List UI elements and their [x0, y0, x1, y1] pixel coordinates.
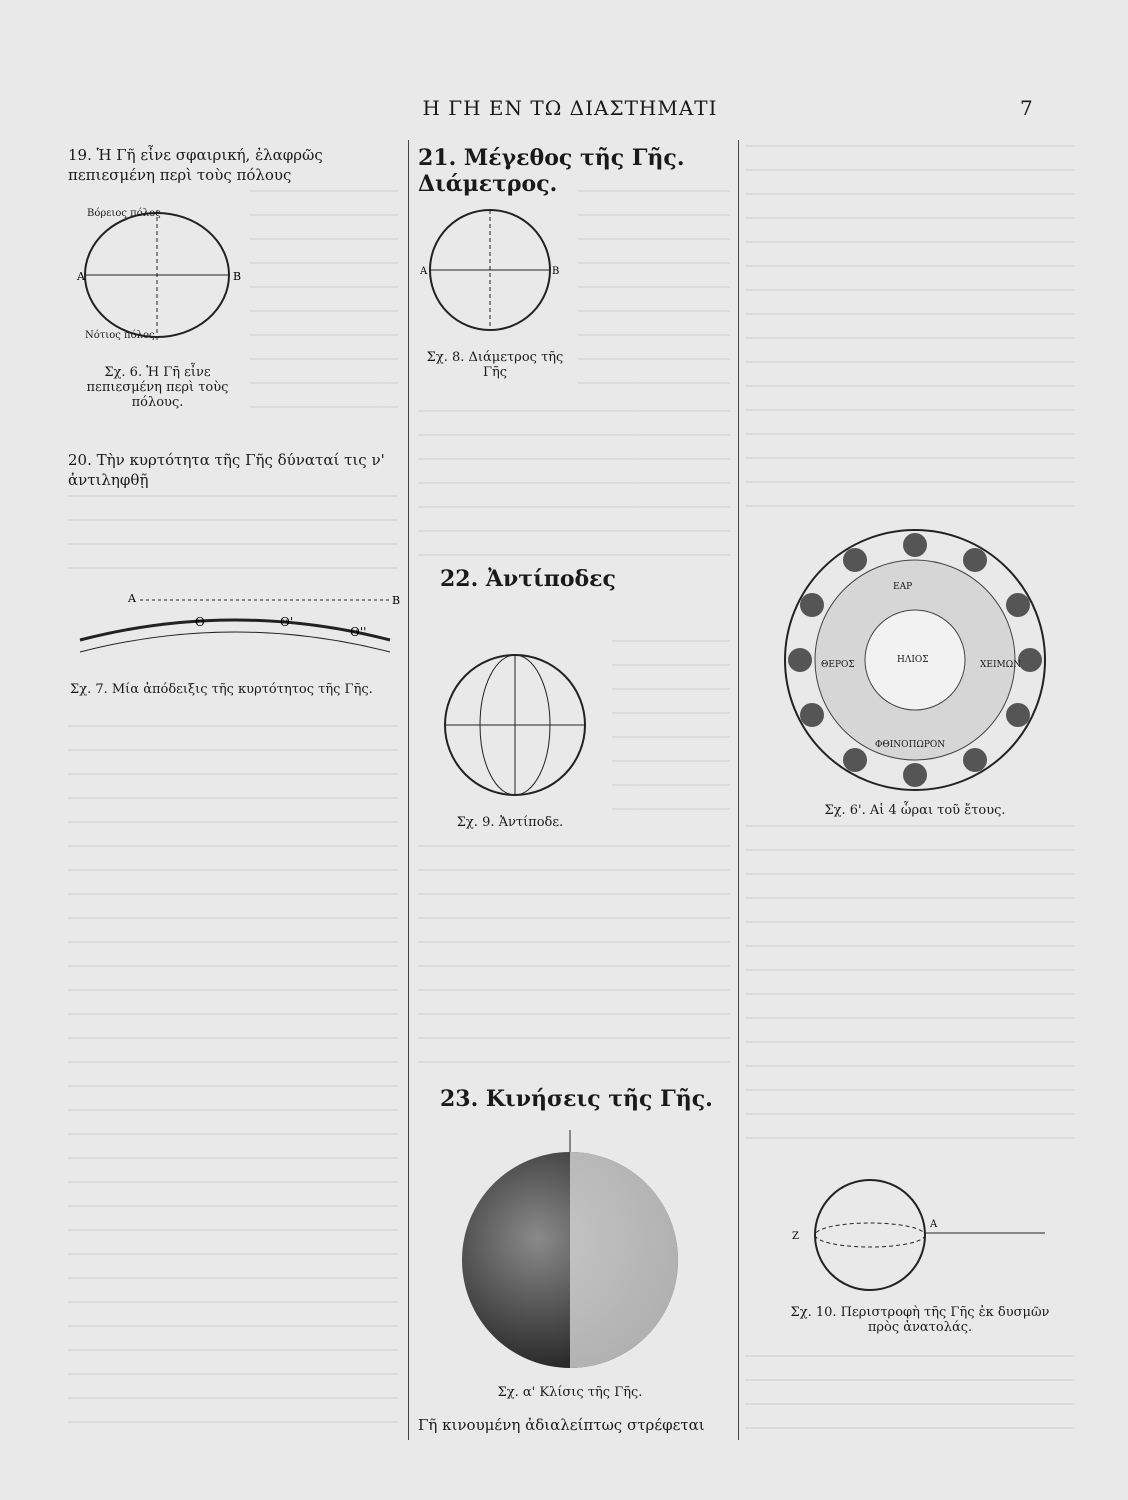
- page-title: Η ΓΗ ΕΝ ΤΩ ΔΙΑΣΤΗΜΑΤΙ: [422, 96, 718, 120]
- column-rule: [408, 140, 409, 1440]
- section-20-heading: 20. Τὴν κυρτότητα τῆς Γῆς δύναταί τις ν' ἀντιληφθῇ: [68, 451, 385, 489]
- svg-text:Α: Α: [930, 1219, 938, 1230]
- figure-a: [455, 1130, 705, 1410]
- text-block: [745, 145, 1075, 520]
- column-2-last-line: Γῆ κινουμένη ἀδιαλείπτως στρέφεται: [418, 1416, 705, 1434]
- text-block: [418, 845, 730, 1080]
- section-21-heading: 21. Μέγεθος τῆς Γῆς. Διάμετρος.: [418, 145, 685, 197]
- svg-text:Β: Β: [233, 270, 242, 283]
- figure-a-caption: Σχ. α' Κλίσις τῆς Γῆς.: [497, 1385, 643, 1400]
- text-block: [250, 190, 398, 420]
- svg-text:Ζ: Ζ: [792, 1231, 799, 1242]
- svg-text:Α: Α: [128, 592, 136, 605]
- text-block: [578, 190, 730, 405]
- figure-10: [780, 1175, 1070, 1345]
- figure-a-drawing: [455, 1130, 695, 1380]
- text-block: [68, 495, 398, 570]
- season-winter: ΧΕΙΜΩΝ: [980, 660, 1022, 670]
- figure-6-caption: Σχ. 6. Ἡ Γῆ εἶνε πεπιεσμένη περὶ τοὺς πόλους.: [86, 365, 229, 410]
- section-19-heading: 19. Ἡ Γῆ εἶνε σφαιρική, ἐλαφρῶς πεπιεσμένη περὶ τοὺς πόλους: [68, 146, 323, 184]
- season-spring: ΕΑΡ: [893, 582, 913, 592]
- figure-10-caption: Σχ. 10. Περιστροφὴ τῆς Γῆς ἐκ δυσμῶν πρὸς ἀνατολάς.: [790, 1305, 1050, 1335]
- section-22-heading: 22. Ἀντίποδες: [440, 566, 616, 592]
- text-block: [68, 725, 398, 1430]
- figure-7-caption: Σχ. 7. Μία ἀπόδειξις τῆς κυρτότητος τῆς Γῆς.: [70, 682, 373, 697]
- figure-8-drawing: [420, 200, 560, 340]
- text-block: [745, 1355, 1075, 1430]
- season-autumn: ΦΘΙΝΟΠΩΡΟΝ: [875, 740, 946, 750]
- figure-9: [425, 645, 605, 835]
- figure-8-caption: Σχ. 8. Διάμετρος τῆς Γῆς: [426, 350, 564, 380]
- figure-6b: [775, 520, 1055, 820]
- figure-7-drawing: [70, 590, 400, 670]
- text-block: [418, 410, 730, 560]
- figure-6b-caption: Σχ. 6'. Αἱ 4 ὧραι τοῦ ἔτους.: [824, 803, 1006, 818]
- figure-10-drawing: [780, 1175, 1070, 1295]
- column-rule: [738, 140, 739, 1440]
- svg-text:Θ': Θ': [280, 615, 294, 629]
- svg-text:Α: Α: [420, 266, 428, 277]
- svg-text:Θ: Θ: [195, 615, 205, 629]
- north-pole-label: Βόρειος πόλος: [87, 208, 161, 219]
- page-number: 7: [1020, 96, 1034, 120]
- text-block: [745, 825, 1075, 1155]
- south-pole-label: Νότιος πόλος: [85, 330, 155, 341]
- figure-9-drawing: [425, 645, 605, 805]
- text-block: [612, 640, 730, 830]
- column-1: [68, 145, 398, 185]
- figure-7: [70, 590, 400, 700]
- svg-text:Β: Β: [392, 594, 400, 607]
- sun-label: ΗΛΙΟΣ: [897, 655, 929, 665]
- figure-8: [420, 200, 570, 400]
- svg-text:Θ'': Θ'': [350, 625, 367, 639]
- section-23-heading: 23. Κινήσεις τῆς Γῆς.: [440, 1086, 713, 1112]
- figure-9-caption: Σχ. 9. Ἀντίποδε.: [456, 815, 564, 830]
- season-summer: ΘΕΡΟΣ: [821, 660, 855, 670]
- svg-text:Α: Α: [77, 270, 85, 283]
- figure-6: [75, 200, 245, 410]
- svg-text:Β: Β: [552, 266, 560, 277]
